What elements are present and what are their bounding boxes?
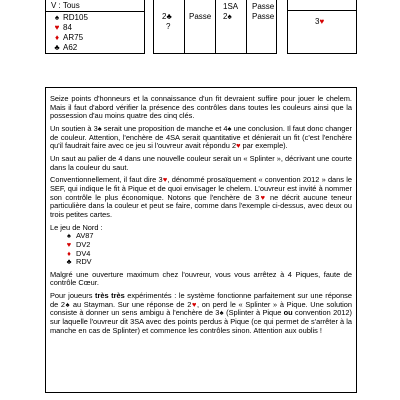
hand-cards: RDV	[76, 257, 92, 267]
hand-cards: A62	[63, 43, 78, 52]
hand-row	[50, 232, 352, 241]
bid-cell	[162, 12, 172, 21]
explanation-text	[50, 95, 352, 339]
heart-icon: ♥	[191, 299, 197, 309]
club-icon: ♣	[66, 257, 72, 267]
paragraph: Malgré une ouverture maximum chez l'ouvreur, vous vous arrêtez à 4 Piques, faute de contrôle Cœur.	[50, 269, 352, 288]
bid-cell: ?	[166, 22, 171, 31]
divider	[46, 11, 144, 12]
heart-icon: ♥	[162, 175, 168, 185]
vulnerability-label: V : Tous	[51, 1, 80, 10]
bid-level: 2	[162, 12, 167, 21]
paragraph: Pour joueurs très très expérimentés : le système fonctionne parfaitement sur une réponse de 2♠ au Stayman. Sur une réponse de 2♥, on perd le « Splinter » à Pique. Une solution consiste à donner un sens ambigu à l'enchère de 3♠ (Splinter à Pique ou convention 2012) sur laquelle l'ouvreur dit 3SA avec des points perdus à Pique (ce qui permet de s'arrêter à la manche en cas de Splinter) et commence les contrôles sinon. Attention aux oublis !	[50, 291, 353, 335]
hand-cards: AR75	[63, 33, 84, 42]
divider	[288, 10, 356, 11]
hand-row	[50, 250, 352, 259]
club-icon: ♣	[166, 12, 172, 21]
hand-row	[51, 23, 72, 32]
hand-row	[51, 13, 88, 22]
bid-cell: Passe	[252, 12, 275, 21]
hand-row	[50, 241, 352, 250]
hand-cards: 84	[63, 23, 72, 32]
hand-cards: AV87	[76, 231, 94, 241]
paragraph: Seize points d'honneurs et la connaissance d'un fit devraient suffire pour jouer le chelem. Mais il faut d'abord vérifier la présence des contrôles dans toutes les couleurs ainsi que la possession d'au moins quatre des cinq clés.	[50, 94, 352, 121]
heart-icon: ♥	[54, 23, 60, 32]
hand-box	[45, 0, 145, 54]
bid-cell: Passe	[252, 2, 275, 11]
bid-cell: Passe	[189, 12, 212, 21]
north-hand	[50, 224, 352, 267]
bid-cell: 2♠	[223, 12, 232, 21]
paragraph: Un saut au palier de 4 dans une nouvelle couleur serait un « Splinter », décrivant une courte dans la couleur du saut.	[50, 153, 352, 172]
bid-level: 3	[315, 17, 320, 26]
divider	[215, 0, 216, 53]
answer-bid	[315, 17, 324, 26]
spade-icon: ♠	[67, 231, 71, 241]
hand-row	[51, 43, 77, 52]
divider	[246, 0, 247, 53]
hand-cards: DV2	[76, 239, 91, 249]
diamond-icon: ♦	[67, 248, 71, 258]
hand-row	[50, 258, 352, 267]
bid-cell: 1SA	[223, 2, 239, 11]
paragraph: Un soutien à 3♠ serait une proposition de manche et 4♠ une conclusion. Il faut donc changer de couleur. Attention, l'enchère de 4SA serait quantitative et dénierait un fit (c'est l'enchère qu'il faudrait faire avec ce jeu si l'ouvreur avait répondu 2♥ par exemple).	[50, 123, 352, 151]
hand-cards: DV4	[76, 248, 91, 258]
heart-icon: ♥	[259, 192, 267, 202]
paragraph: Conventionnellement, il faut dire 3♥, dénommé prosaïquement « convention 2012 » dans le SEF, qui indique le fit à Pique et de quoi envisager le chelem. L'ouvreur est invité à nommer son contrôle le plus économique. Notons que l'enchère de 3♥ ne décrit aucune teneur particulière dans la couleur et peut se faire, comme dans l'exemple ci-dessus, avec deux ou trois petites cartes.	[50, 175, 353, 219]
heart-icon: ♥	[236, 141, 241, 151]
north-hand-title: Le jeu de Nord :	[50, 222, 103, 232]
spade-icon: ♠	[54, 13, 60, 22]
heart-icon: ♥	[319, 17, 325, 26]
diamond-icon: ♦	[54, 33, 60, 42]
divider	[184, 0, 185, 53]
heart-icon: ♥	[66, 239, 72, 249]
hand-row	[51, 33, 83, 42]
answer-box	[287, 0, 357, 54]
hand-cards: RD105	[63, 13, 88, 22]
bidding-box	[153, 0, 277, 54]
club-icon: ♣	[54, 43, 60, 52]
